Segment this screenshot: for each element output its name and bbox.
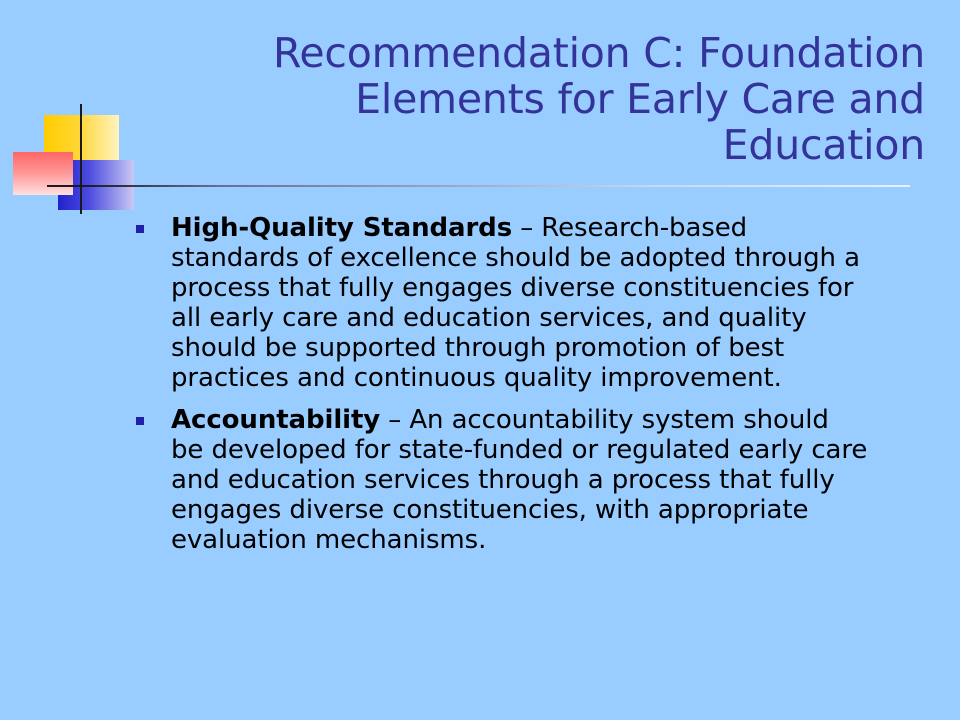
- bullet-item-standards: [136, 213, 936, 393]
- square-bullet-icon: [136, 225, 144, 233]
- bullet-text-line: be developed for state-funded or regulated early care: [171, 435, 868, 465]
- title-underline-rule: [47, 185, 910, 187]
- bullet-text: – Research-based: [512, 213, 748, 243]
- red-square: [13, 152, 73, 195]
- bullet-first-line: [171, 405, 936, 435]
- bullet-text-line: should be supported through promotion of best: [171, 333, 785, 363]
- bullet-text-line: process that fully engages diverse constituencies for: [171, 273, 854, 303]
- title-line: Elements for Early Care and: [355, 75, 925, 123]
- bullet-text-line: engages diverse constituencies, with appropriate: [171, 495, 809, 525]
- bullet-term: Accountability: [171, 405, 381, 435]
- bullet-item-accountability: [136, 405, 936, 555]
- slide-title: [180, 30, 925, 168]
- square-bullet-icon: [136, 417, 144, 425]
- bullet-text-line: all early care and education services, and quality: [171, 303, 807, 333]
- bullet-text: – An accountability system should: [380, 405, 829, 435]
- bullet-list: [136, 213, 936, 567]
- title-line: Recommendation C: Foundation: [272, 29, 925, 77]
- title-line: Education: [722, 121, 925, 169]
- bullet-text-line: standards of excellence should be adopted through a: [171, 243, 860, 273]
- bullet-text-line: practices and continuous quality improvement.: [171, 363, 782, 393]
- bullet-text-line: and education services through a process that fully: [171, 465, 835, 495]
- bullet-first-line: [171, 213, 936, 243]
- bullet-term: High-Quality Standards: [171, 213, 513, 243]
- bullet-text-line: evaluation mechanisms.: [171, 525, 487, 555]
- vertical-rule: [80, 104, 82, 214]
- decorative-squares-logo: [0, 0, 140, 220]
